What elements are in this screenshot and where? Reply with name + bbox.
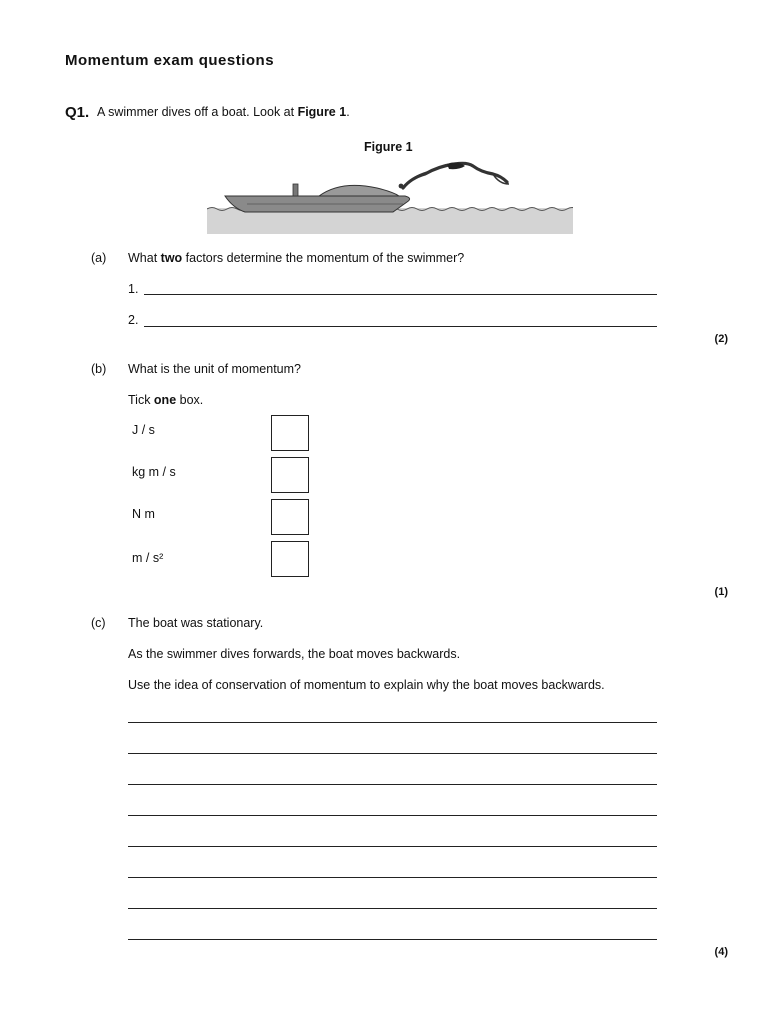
tick-box[interactable]	[271, 499, 309, 535]
question-number: Q1.	[65, 104, 90, 121]
answer-line[interactable]	[128, 939, 657, 940]
tick-box[interactable]	[271, 415, 309, 451]
option-label: kg m / s	[132, 465, 176, 479]
part-b-label: (b)	[91, 362, 107, 376]
part-b-instruction: Tick one box.	[128, 393, 204, 407]
page-title: Momentum exam questions	[65, 52, 275, 69]
tick-box[interactable]	[271, 541, 309, 577]
part-c-statement: The boat was stationary.	[128, 616, 264, 630]
option-label: J / s	[132, 423, 155, 437]
marks-a: (2)	[714, 333, 728, 345]
part-b-question: What is the unit of momentum?	[128, 362, 301, 376]
answer-line[interactable]	[144, 294, 657, 295]
part-a-label: (a)	[91, 251, 107, 265]
answer-line[interactable]	[128, 784, 657, 785]
answer-line[interactable]	[128, 722, 657, 723]
answer-line[interactable]	[128, 753, 657, 754]
option-label: N m	[132, 507, 155, 521]
part-c-label: (c)	[91, 616, 106, 630]
answer-line[interactable]	[128, 908, 657, 909]
marks-c: (4)	[714, 946, 728, 958]
answer-line-1-label: 1.	[128, 282, 139, 296]
answer-line[interactable]	[128, 877, 657, 878]
part-c-statement: As the swimmer dives forwards, the boat moves backwards.	[128, 647, 461, 661]
option-label: m / s²	[132, 551, 164, 565]
answer-line[interactable]	[128, 815, 657, 816]
part-a-question: What two factors determine the momentum of the swimmer?	[128, 251, 465, 265]
answer-line-2-label: 2.	[128, 313, 139, 327]
answer-line[interactable]	[144, 326, 657, 327]
question-intro: A swimmer dives off a boat. Look at Figure 1.	[97, 105, 350, 119]
part-c-question: Use the idea of conservation of momentum to explain why the boat moves backwards.	[128, 678, 605, 692]
tick-box[interactable]	[271, 457, 309, 493]
marks-b: (1)	[714, 586, 728, 598]
boat-swimmer-figure	[207, 160, 573, 234]
figure-caption: Figure 1	[364, 140, 413, 154]
answer-line[interactable]	[128, 846, 657, 847]
